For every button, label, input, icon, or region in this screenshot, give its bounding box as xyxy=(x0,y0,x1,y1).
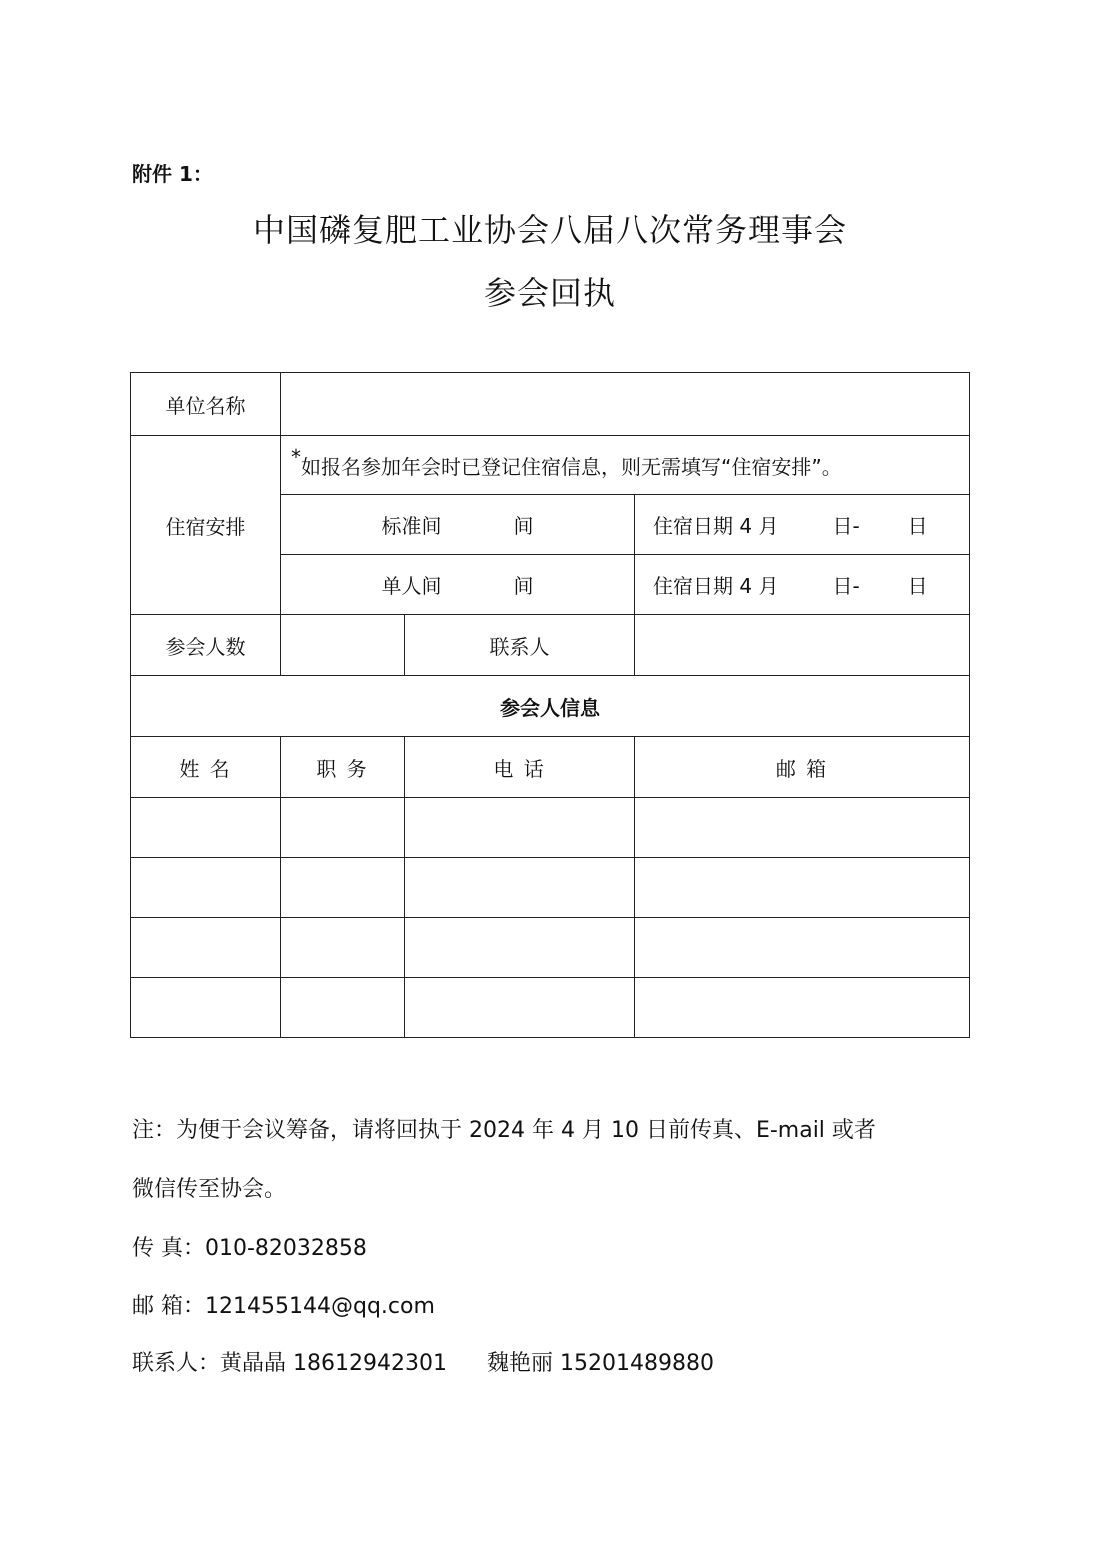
note-line-2: 微信传至协会。 xyxy=(132,1177,287,1202)
contact-line-label: 联系人： xyxy=(132,1351,221,1376)
attendee-phone-cell[interactable] xyxy=(405,798,635,858)
col-name: 姓 名 xyxy=(131,737,281,798)
attendee-row xyxy=(131,858,970,918)
standard-date-label: 住宿日期 4 月 xyxy=(653,514,779,538)
accommodation-note-row xyxy=(131,436,970,495)
unit-row xyxy=(131,373,970,436)
col-email: 邮 箱 xyxy=(635,737,970,798)
email-label: 邮 箱： xyxy=(132,1294,205,1319)
note-line-1: 注：为便于会议筹备，请将回执于 2024 年 4 月 10 日前传真、E-mail 或者 xyxy=(132,1118,876,1143)
contact-person-1: 黄晶晶 18612942301 xyxy=(220,1351,447,1376)
single-room-unit: 间 xyxy=(513,574,534,598)
registration-form xyxy=(130,372,970,1038)
standard-room-cell[interactable] xyxy=(281,495,635,555)
document-title: 中国磷复肥工业协会八届八次常务理事会 xyxy=(252,211,847,249)
attendee-position-cell[interactable] xyxy=(281,798,405,858)
attendee-name-cell[interactable] xyxy=(131,858,281,918)
fax-label: 传 真： xyxy=(132,1236,205,1261)
attendee-name-cell[interactable] xyxy=(131,978,281,1038)
standard-day-start: 日- xyxy=(832,514,860,538)
standard-room-unit: 间 xyxy=(513,514,534,538)
attendee-row xyxy=(131,918,970,978)
header-row xyxy=(131,737,970,798)
contact-label: 联系人 xyxy=(405,615,635,676)
accommodation-note xyxy=(281,436,970,495)
unit-label: 单位名称 xyxy=(131,373,281,436)
accommodation-note-text: 如报名参加年会时已登记住宿信息，则无需填写“住宿安排”。 xyxy=(301,454,842,479)
attendee-email-cell[interactable] xyxy=(635,798,970,858)
attendee-email-cell[interactable] xyxy=(635,918,970,978)
contact-line xyxy=(132,1346,972,1377)
contact-person-2: 魏艳丽 15201489880 xyxy=(486,1351,714,1376)
single-room-date-cell[interactable] xyxy=(635,555,970,615)
unit-input[interactable] xyxy=(281,373,970,436)
single-date-label: 住宿日期 4 月 xyxy=(653,574,779,598)
attendee-count-input[interactable] xyxy=(281,615,405,676)
note-asterisk: * xyxy=(291,444,301,469)
single-day-end: 日 xyxy=(907,574,928,598)
fax-line xyxy=(132,1231,972,1262)
email-value[interactable]: 121455144@qq.com xyxy=(205,1294,435,1319)
attendee-name-cell[interactable] xyxy=(131,798,281,858)
attendee-position-cell[interactable] xyxy=(281,978,405,1038)
count-row xyxy=(131,615,970,676)
standard-day-end: 日 xyxy=(907,514,928,538)
attendee-phone-cell[interactable] xyxy=(405,858,635,918)
attendee-email-cell[interactable] xyxy=(635,858,970,918)
standard-room-label: 标准间 xyxy=(381,514,442,538)
attendee-position-cell[interactable] xyxy=(281,858,405,918)
email-line xyxy=(132,1289,972,1320)
section-title: 参会人信息 xyxy=(131,676,970,737)
col-phone: 电 话 xyxy=(405,737,635,798)
attendee-phone-cell[interactable] xyxy=(405,918,635,978)
attendee-phone-cell[interactable] xyxy=(405,978,635,1038)
contact-input[interactable] xyxy=(635,615,970,676)
col-position: 职 务 xyxy=(281,737,405,798)
standard-room-date-cell[interactable] xyxy=(635,495,970,555)
attendee-position-cell[interactable] xyxy=(281,918,405,978)
attachment-label: 附件 1： xyxy=(132,162,213,186)
attendee-row xyxy=(131,978,970,1038)
accommodation-label: 住宿安排 xyxy=(131,436,281,615)
document-subtitle: 参会回执 xyxy=(483,274,616,312)
single-day-start: 日- xyxy=(832,574,860,598)
attendee-row xyxy=(131,798,970,858)
single-room-label: 单人间 xyxy=(381,574,442,598)
fax-value: 010-82032858 xyxy=(205,1236,367,1261)
attendee-email-cell[interactable] xyxy=(635,978,970,1038)
single-room-cell[interactable] xyxy=(281,555,635,615)
attendee-name-cell[interactable] xyxy=(131,918,281,978)
section-row xyxy=(131,676,970,737)
attendee-count-label: 参会人数 xyxy=(131,615,281,676)
